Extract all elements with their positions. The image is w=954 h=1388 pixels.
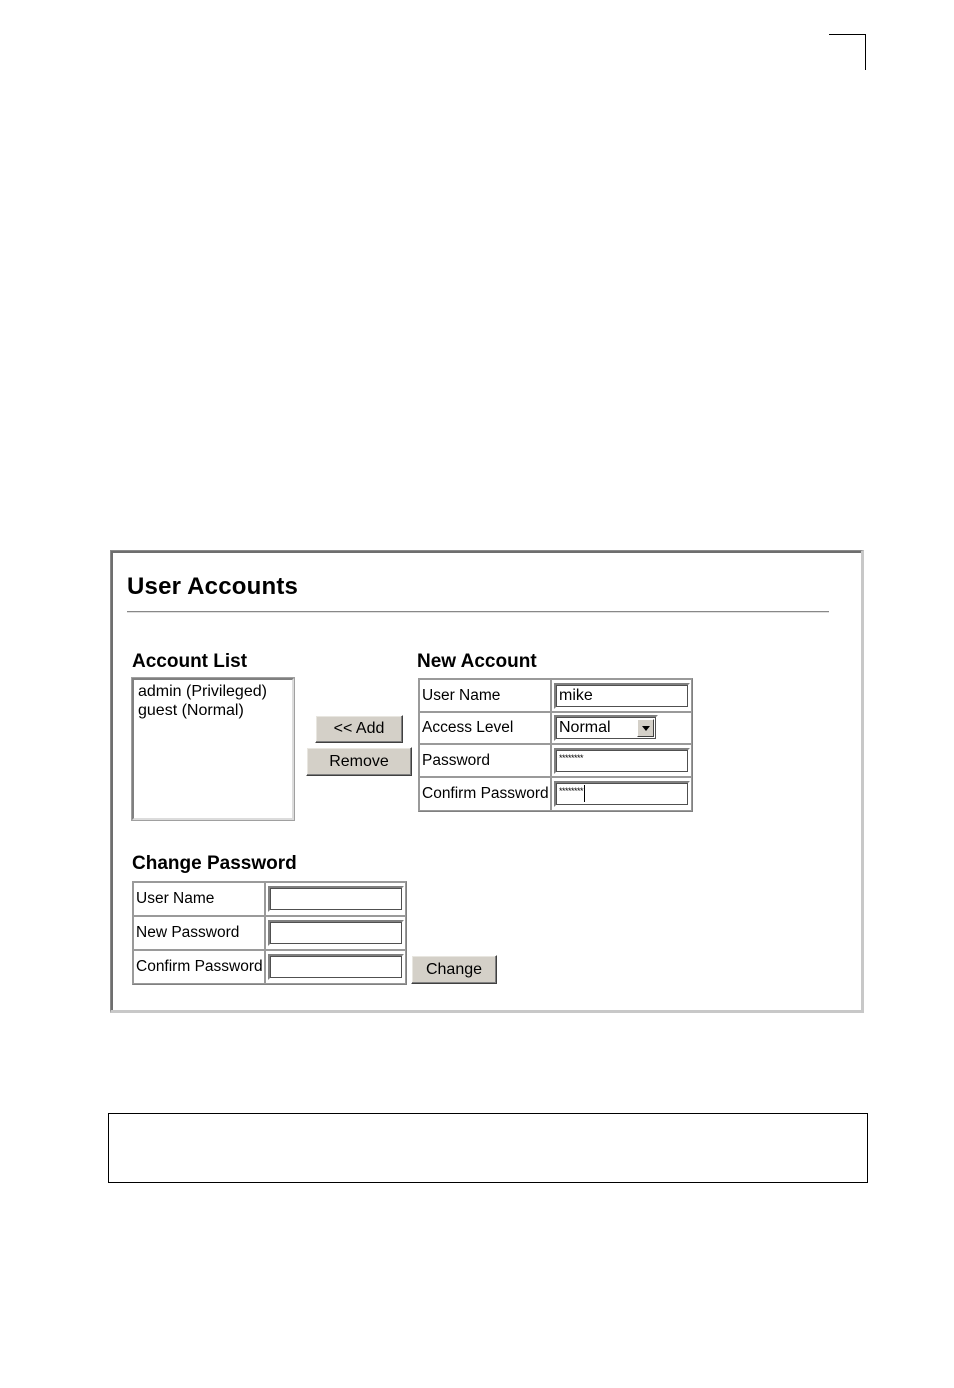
- note-box: [108, 1113, 868, 1183]
- page-title: User Accounts: [127, 573, 299, 600]
- crop-mark: [829, 34, 866, 70]
- change-confirm-password-label: Confirm Password: [133, 950, 265, 984]
- chevron-down-icon[interactable]: [637, 719, 654, 737]
- account-list-heading: Account List: [132, 651, 248, 672]
- change-new-password-field[interactable]: [268, 920, 404, 946]
- account-listbox[interactable]: [132, 678, 294, 820]
- new-password-label: Password: [419, 744, 551, 777]
- list-item[interactable]: guest (Normal): [138, 702, 244, 719]
- change-user-name-label: User Name: [133, 882, 265, 916]
- change-password-form: [132, 881, 407, 985]
- access-level-value: Normal: [559, 719, 611, 736]
- list-item[interactable]: admin (Privileged): [138, 683, 267, 700]
- change-user-name-field[interactable]: [268, 886, 404, 912]
- access-level-label: Access Level: [419, 712, 551, 744]
- new-account-form: [418, 678, 693, 812]
- change-password-heading: Change Password: [132, 853, 297, 874]
- add-button[interactable]: << Add: [315, 715, 403, 743]
- access-level-select[interactable]: [554, 715, 658, 741]
- new-account-heading: New Account: [417, 651, 537, 672]
- panel-content: [111, 551, 861, 1010]
- change-confirm-password-field[interactable]: [268, 954, 404, 980]
- remove-button[interactable]: Remove: [306, 747, 412, 776]
- new-password-field[interactable]: ********: [554, 748, 690, 774]
- change-new-password-label: New Password: [133, 916, 265, 950]
- text-cursor: [584, 785, 585, 802]
- new-user-name-label: User Name: [419, 679, 551, 712]
- new-confirm-password-label: Confirm Password: [419, 777, 551, 811]
- confirm-password-mask: ********: [559, 786, 584, 796]
- change-button[interactable]: Change: [411, 955, 497, 984]
- title-divider: [127, 611, 829, 613]
- user-accounts-window: [110, 550, 864, 1013]
- new-user-name-field[interactable]: mike: [554, 683, 690, 709]
- new-confirm-password-field[interactable]: [554, 781, 690, 807]
